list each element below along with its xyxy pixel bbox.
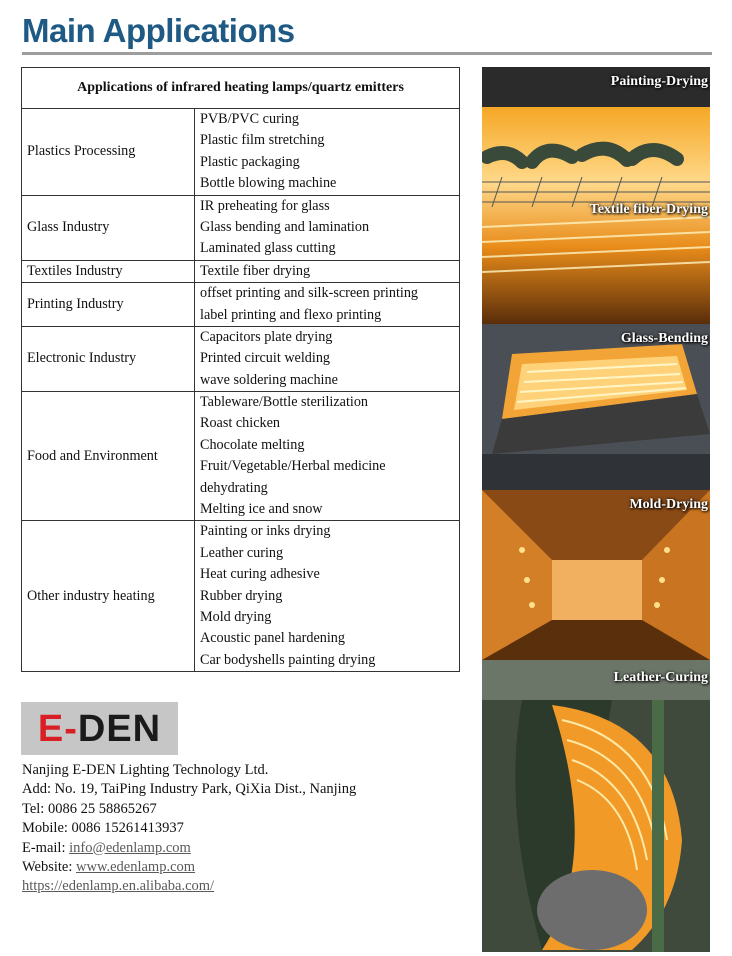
- list-item: Rubber drying: [200, 587, 283, 604]
- items-cell: [195, 260, 460, 282]
- table-heading: Applications of infrared heating lamps/quartz emitters: [22, 68, 460, 109]
- email-line: E-mail: info@edenlamp.com: [22, 839, 191, 856]
- list-item: Printed circuit welding: [200, 350, 331, 367]
- list-item: Glass bending and lamination: [200, 218, 370, 235]
- list-item: Textile fiber drying: [200, 262, 311, 279]
- items-cell: [195, 109, 460, 196]
- photo-glass-bending: [482, 324, 710, 490]
- list-item: Plastic film stretching: [200, 132, 325, 149]
- photo-painting-textile: [482, 67, 710, 324]
- table-row: [22, 283, 460, 327]
- table-row: [22, 195, 460, 260]
- items-cell: [195, 195, 460, 260]
- company-name: Nanjing E-DEN Lighting Technology Ltd.: [22, 762, 269, 778]
- contact-block: [22, 761, 356, 897]
- caption-leather-curing: Leather-Curing: [613, 670, 708, 685]
- items-cell: [195, 521, 460, 672]
- photo-mold-drying: [482, 490, 710, 660]
- alibaba-link[interactable]: https://edenlamp.en.alibaba.com/: [22, 878, 215, 895]
- table-row: [22, 109, 460, 196]
- category-cell: Other industry heating: [22, 521, 195, 672]
- category-cell: Plastics Processing: [22, 109, 195, 196]
- list-item: Chocolate melting: [200, 436, 305, 453]
- caption-mold-drying: Mold-Drying: [629, 497, 708, 512]
- telephone: Tel: 0086 25 58865267: [22, 800, 157, 817]
- items-cell: [195, 392, 460, 521]
- table-row: [22, 392, 460, 521]
- table-row: [22, 326, 460, 391]
- list-item: Mold drying: [200, 608, 272, 625]
- caption-textile-drying: Textile fiber-Drying: [589, 202, 708, 217]
- list-item: dehydrating: [200, 479, 268, 496]
- list-item: Leather curing: [200, 544, 284, 561]
- list-item: Melting ice and snow: [200, 501, 323, 518]
- page-title: Main Applications: [22, 12, 295, 49]
- category-cell: Electronic Industry: [22, 326, 195, 391]
- items-cell: [195, 326, 460, 391]
- list-item: Heat curing adhesive: [200, 566, 320, 583]
- mobile: Mobile: 0086 15261413937: [22, 820, 184, 837]
- table-row: [22, 260, 460, 282]
- caption-glass-bending: Glass-Bending: [620, 331, 708, 346]
- list-item: Tableware/Bottle sterilization: [200, 394, 369, 411]
- list-item: Painting or inks drying: [200, 523, 331, 540]
- website-line: Website: www.edenlamp.com: [22, 859, 196, 876]
- list-item: Laminated glass cutting: [200, 240, 336, 257]
- list-item: Fruit/Vegetable/Herbal medicine: [200, 458, 386, 475]
- list-item: IR preheating for glass: [200, 197, 330, 214]
- list-item: PVB/PVC curing: [200, 111, 299, 127]
- caption-painting-drying: Painting-Drying: [610, 74, 708, 89]
- table-row: [22, 521, 460, 672]
- category-cell: Printing Industry: [22, 283, 195, 327]
- list-item: offset printing and silk-screen printing: [200, 285, 419, 302]
- company-logo: E-DEN: [21, 702, 178, 755]
- list-item: Capacitors plate drying: [200, 328, 333, 345]
- items-cell: [195, 283, 460, 327]
- list-item: Acoustic panel hardening: [200, 630, 345, 647]
- list-item: Roast chicken: [200, 415, 280, 432]
- title-divider: [22, 52, 712, 55]
- photo-leather-curing: [482, 660, 710, 952]
- email-link[interactable]: info@edenlamp.com: [69, 839, 191, 856]
- address: Add: No. 19, TaiPing Industry Park, QiXia Dist., Nanjing: [22, 781, 357, 798]
- category-cell: Food and Environment: [22, 392, 195, 521]
- list-item: Car bodyshells painting drying: [200, 651, 376, 668]
- list-item: Bottle blowing machine: [200, 175, 337, 192]
- list-item: wave soldering machine: [200, 371, 338, 388]
- category-cell: Textiles Industry: [22, 260, 195, 282]
- applications-table: [21, 67, 460, 672]
- list-item: label printing and flexo printing: [200, 306, 382, 323]
- list-item: Plastic packaging: [200, 153, 300, 170]
- website-link[interactable]: www.edenlamp.com: [76, 859, 196, 876]
- category-cell: Glass Industry: [22, 195, 195, 260]
